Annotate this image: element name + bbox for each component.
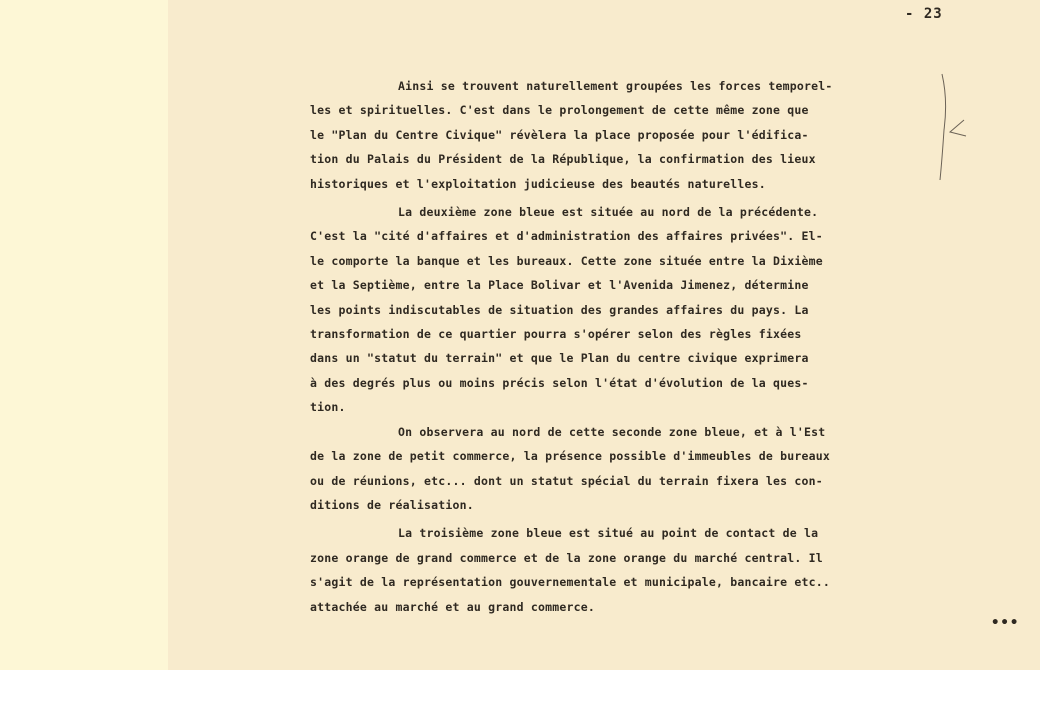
text-line: zone orange de grand commerce et de la zone orange du marché central. Il (310, 550, 823, 565)
text-line: à des degrés plus ou moins précis selon l'état d'évolution de la ques- (310, 375, 809, 390)
text-line: ou de réunions, etc... dont un statut spécial du terrain fixera les con- (310, 473, 823, 488)
text-line: de la zone de petit commerce, la présence possible d'immeubles de bureaux (310, 449, 831, 464)
text-line: ditions de réalisation. (310, 497, 474, 512)
text-line: transformation de ce quartier pourra s'opérer selon des règles fixées (310, 327, 802, 342)
text-line: et la Septième, entre la Place Bolivar et l'Avenida Jimenez, détermine (310, 278, 809, 293)
text-line: attachée au marché et au grand commerce. (310, 599, 595, 614)
text-line: Ainsi se trouvent naturellement groupées les forces temporel- (398, 79, 833, 93)
document-body (310, 74, 930, 619)
more-options-icon[interactable]: ••• (991, 615, 1020, 631)
text-line: s'agit de la représentation gouvernementale et municipale, bancaire etc.. (310, 575, 831, 590)
text-line: La troisième zone bleue est situé au point de contact de la (398, 526, 819, 541)
text-line: On observera au nord de cette seconde zone bleue, et à l'Est (398, 424, 826, 439)
text-line: dans un "statut du terrain" et que le Plan du centre civique exprimera (310, 351, 809, 366)
text-line: les points indiscutables de situation des grandes affaires du pays. La (310, 302, 809, 317)
margin-annotation-mark (938, 70, 978, 190)
text-line: tion. (310, 400, 346, 415)
bottom-bar (0, 670, 1040, 720)
text-line: le comporte la banque et les bureaux. Cette zone située entre la Dixième (310, 253, 823, 268)
text-line: le "Plan du Centre Civique" révèlera la place proposée pour l'édifica- (310, 127, 809, 142)
text-line: C'est la "cité d'affaires et d'administration des affaires privées". El- (310, 229, 823, 244)
text-line: les et spirituelles. C'est dans le prolongement de cette même zone que (310, 103, 809, 118)
text-line: La deuxième zone bleue est située au nord de la précédente. (398, 205, 819, 220)
left-margin-panel (0, 0, 168, 670)
document-page (168, 0, 1040, 670)
text-line: tion du Palais du Président de la République, la confirmation des lieux (310, 152, 816, 167)
page-number: - 23 (905, 6, 943, 22)
text-line: historiques et l'exploitation judicieuse des beautés naturelles. (310, 176, 766, 191)
